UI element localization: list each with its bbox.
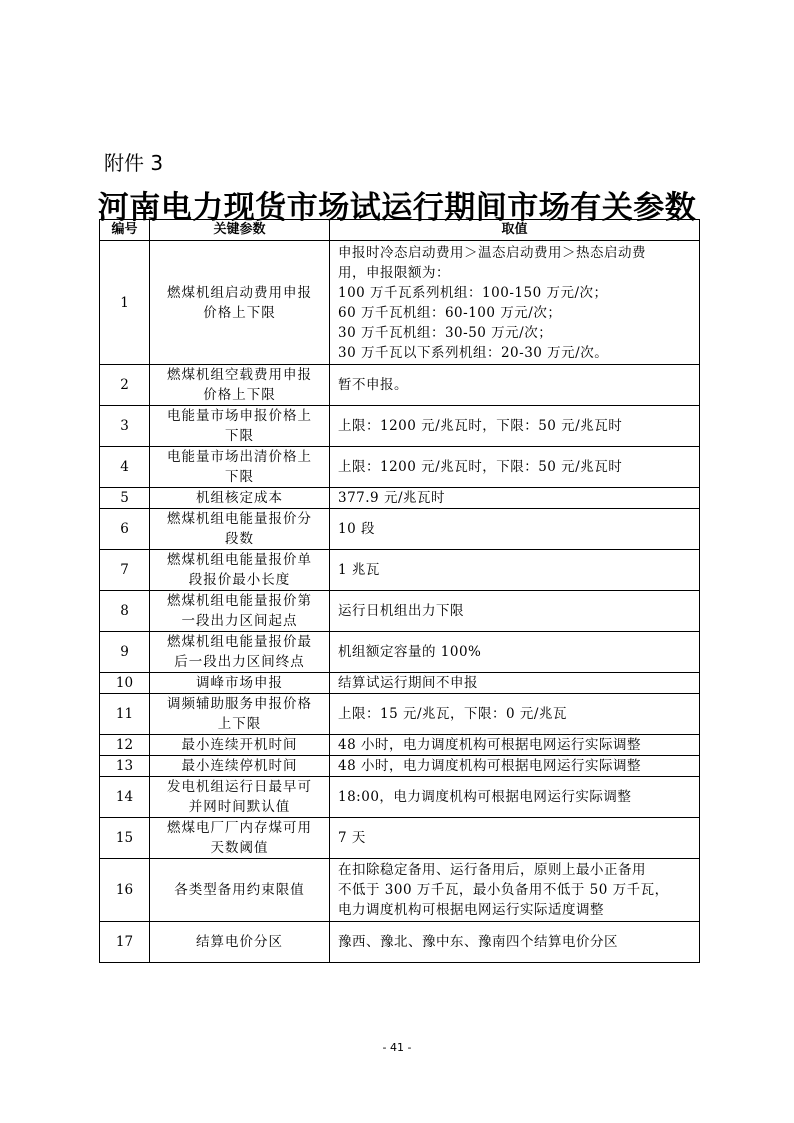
value-line: 100 万千瓦系列机组：100-150 万元/次； xyxy=(338,284,608,301)
row-number: 1 xyxy=(100,241,150,365)
row-parameter xyxy=(150,777,330,818)
row-number: 2 xyxy=(100,365,150,406)
parameter-line: 燃煤机组空载费用申报 xyxy=(167,367,312,383)
value-line: 上限：1200 元/兆瓦时，下限：50 元/兆瓦时 xyxy=(338,418,623,434)
table-row xyxy=(100,550,700,591)
parameter-line: 上下限 xyxy=(217,716,262,732)
row-value xyxy=(330,632,700,673)
row-number: 12 xyxy=(100,735,150,756)
page-title: 河南电力现货市场试运行期间市场有关参数 xyxy=(97,190,697,226)
parameter-line: 调峰市场申报 xyxy=(196,675,283,691)
table-row xyxy=(100,632,700,673)
value-line: 48 小时，电力调度机构可根据电网运行实际调整 xyxy=(338,737,641,753)
value-line: 60 万千瓦机组：60-100 万元/次； xyxy=(338,304,562,321)
header-number: 编号 xyxy=(100,220,150,241)
row-value xyxy=(330,818,700,859)
value-line: 上限：1200 元/兆瓦时，下限：50 元/兆瓦时 xyxy=(338,459,623,475)
row-parameter xyxy=(150,694,330,735)
table-row xyxy=(100,756,700,777)
parameter-line: 下限 xyxy=(225,428,254,444)
table-row xyxy=(100,818,700,859)
row-value xyxy=(330,673,700,694)
table-row xyxy=(100,406,700,447)
parameter-line: 燃煤电厂厂内存煤可用 xyxy=(167,820,312,836)
row-number: 16 xyxy=(100,859,150,922)
value-line: 18:00，电力调度机构可根据电网运行实际调整 xyxy=(338,789,632,805)
parameter-line: 电能量市场出清价格上 xyxy=(167,449,312,465)
header-value: 取值 xyxy=(330,220,700,241)
row-parameter xyxy=(150,735,330,756)
row-number: 7 xyxy=(100,550,150,591)
row-number: 17 xyxy=(100,922,150,963)
row-parameter xyxy=(150,591,330,632)
parameter-line: 一段出力区间起点 xyxy=(181,613,298,629)
row-parameter xyxy=(150,922,330,963)
parameter-line: 燃煤机组电能量报价第 xyxy=(167,593,312,609)
row-parameter xyxy=(150,859,330,922)
row-value xyxy=(330,591,700,632)
parameter-line: 燃煤机组启动费用申报 xyxy=(167,284,312,301)
parameter-line: 各类型备用约束限值 xyxy=(174,882,305,898)
parameter-line: 下限 xyxy=(225,469,254,485)
header-parameter: 关键参数 xyxy=(150,220,330,241)
row-parameter xyxy=(150,447,330,488)
table-row xyxy=(100,488,700,509)
parameter-line: 价格上下限 xyxy=(203,304,276,321)
row-parameter xyxy=(150,509,330,550)
value-line: 30 万千瓦机组：30-50 万元/次； xyxy=(338,324,553,341)
row-value xyxy=(330,735,700,756)
value-line: 不低于 300 万千瓦，最小负备用不低于 50 万千瓦， xyxy=(338,882,669,898)
attachment-label: 附件 3 xyxy=(104,151,164,175)
parameter-line: 段数 xyxy=(225,531,254,547)
value-line: 运行日机组出力下限 xyxy=(338,603,464,619)
row-number: 13 xyxy=(100,756,150,777)
table-body xyxy=(100,241,700,963)
row-value xyxy=(330,365,700,406)
row-value xyxy=(330,406,700,447)
parameter-line: 机组核定成本 xyxy=(196,490,283,506)
row-value xyxy=(330,694,700,735)
row-parameter xyxy=(150,365,330,406)
value-line: 7 天 xyxy=(338,830,366,846)
value-line: 暂不申报。 xyxy=(338,377,408,393)
page-number: - 41 - xyxy=(382,1041,412,1054)
table-row xyxy=(100,859,700,922)
value-line: 结算试运行期间不申报 xyxy=(338,675,478,691)
row-number: 3 xyxy=(100,406,150,447)
table-row xyxy=(100,365,700,406)
row-parameter xyxy=(150,632,330,673)
parameter-line: 调频辅助服务申报价格 xyxy=(167,696,312,712)
row-value xyxy=(330,550,700,591)
row-number: 15 xyxy=(100,818,150,859)
row-number: 10 xyxy=(100,673,150,694)
row-value xyxy=(330,241,700,365)
table-row xyxy=(100,694,700,735)
table-row xyxy=(100,735,700,756)
parameter-line: 燃煤机组电能量报价单 xyxy=(167,552,312,568)
row-value xyxy=(330,756,700,777)
parameter-line: 燃煤机组电能量报价分 xyxy=(167,511,312,527)
parameter-line: 电能量市场申报价格上 xyxy=(167,408,312,424)
value-line: 30 万千瓦以下系列机组：20-30 万元/次。 xyxy=(338,344,609,361)
parameter-line: 发电机组运行日最早可 xyxy=(167,779,312,795)
row-parameter xyxy=(150,488,330,509)
row-value xyxy=(330,859,700,922)
parameter-line: 价格上下限 xyxy=(203,387,276,403)
row-number: 8 xyxy=(100,591,150,632)
row-parameter xyxy=(150,406,330,447)
row-number: 5 xyxy=(100,488,150,509)
value-line: 1 兆瓦 xyxy=(338,562,380,578)
value-line: 在扣除稳定备用、运行备用后，原则上最小正备用 xyxy=(338,862,646,878)
row-parameter xyxy=(150,241,330,365)
value-line: 377.9 元/兆瓦时 xyxy=(338,490,445,506)
table-row xyxy=(100,591,700,632)
value-line: 上限：15 元/兆瓦，下限：0 元/兆瓦 xyxy=(338,706,567,722)
parameter-line: 燃煤机组电能量报价最 xyxy=(167,634,312,650)
row-parameter xyxy=(150,550,330,591)
parameter-line: 段报价最小长度 xyxy=(188,572,291,588)
row-parameter xyxy=(150,818,330,859)
row-number: 6 xyxy=(100,509,150,550)
table-header-row xyxy=(100,220,700,241)
row-parameter xyxy=(150,673,330,694)
value-line: 申报时冷态启动费用＞温态启动费用＞热态启动费 xyxy=(338,244,646,261)
value-line: 用，申报限额为： xyxy=(338,264,450,281)
row-value xyxy=(330,488,700,509)
table-row xyxy=(100,922,700,963)
parameter-line: 结算电价分区 xyxy=(196,934,283,950)
parameter-line: 后一段出力区间终点 xyxy=(174,654,305,670)
row-number: 11 xyxy=(100,694,150,735)
row-value xyxy=(330,777,700,818)
row-number: 14 xyxy=(100,777,150,818)
value-line: 豫西、豫北、豫中东、豫南四个结算电价分区 xyxy=(338,934,618,950)
row-value xyxy=(330,922,700,963)
row-number: 9 xyxy=(100,632,150,673)
parameter-line: 最小连续开机时间 xyxy=(181,737,298,753)
table-row xyxy=(100,777,700,818)
parameter-line: 天数阈值 xyxy=(210,840,269,856)
table-row xyxy=(100,241,700,365)
value-line: 电力调度机构可根据电网运行实际适度调整 xyxy=(338,902,604,918)
table-row xyxy=(100,673,700,694)
table-row xyxy=(100,509,700,550)
value-line: 48 小时，电力调度机构可根据电网运行实际调整 xyxy=(338,758,641,774)
row-number: 4 xyxy=(100,447,150,488)
parameter-line: 并网时间默认值 xyxy=(188,799,291,815)
row-value xyxy=(330,509,700,550)
value-line: 10 段 xyxy=(338,521,375,537)
value-line: 机组额定容量的 100% xyxy=(338,644,482,660)
parameter-line: 最小连续停机时间 xyxy=(181,758,298,774)
table-row xyxy=(100,447,700,488)
row-parameter xyxy=(150,756,330,777)
row-value xyxy=(330,447,700,488)
parameters-table xyxy=(99,219,700,963)
